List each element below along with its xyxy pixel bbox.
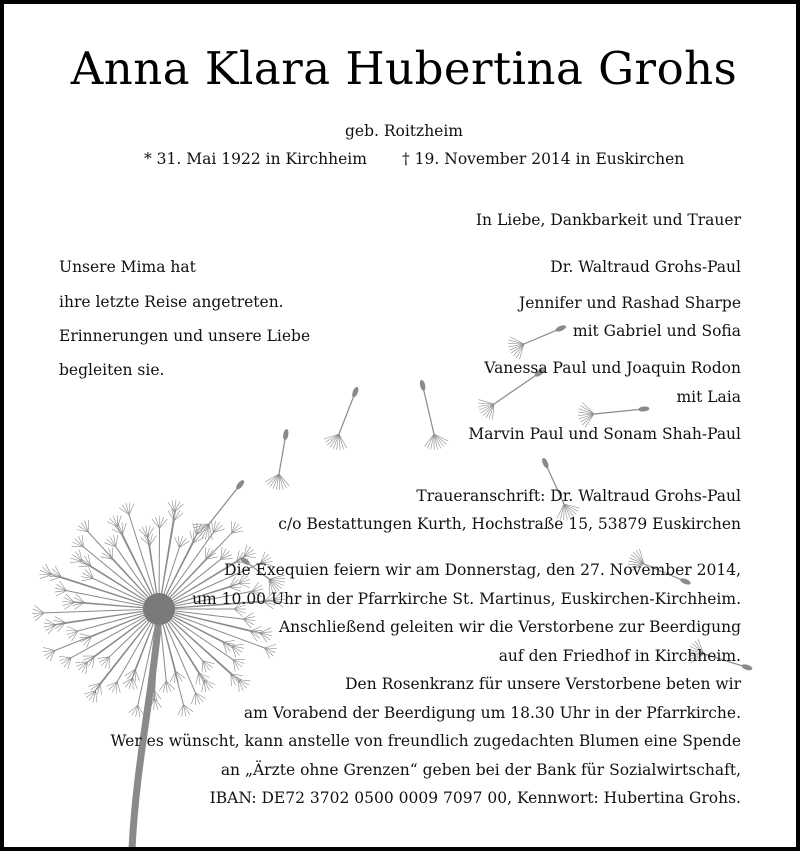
poem-line: ihre letzte Reise angetreten.	[59, 293, 284, 311]
service-line: auf den Friedhof in Kirchheim.	[498, 647, 741, 665]
mourner: Dr. Waltraud Grohs-Paul	[550, 258, 741, 276]
deceased-name: Anna Klara Hubertina Grohs	[70, 42, 738, 95]
poem-line: begleiten sie.	[59, 361, 165, 379]
seed-icon	[265, 429, 289, 490]
address-line: Traueranschrift: Dr. Waltraud Grohs-Paul	[416, 487, 741, 505]
service-line: am Vorabend der Beerdigung um 18.30 Uhr in der Pfarrkirche.	[243, 704, 741, 722]
birth-date: * 31. Mai 1922 in Kirchheim	[144, 150, 367, 168]
seed-icon	[324, 387, 359, 450]
seed-icon	[420, 380, 449, 450]
dandelion-center	[143, 593, 175, 625]
seed-icon	[508, 325, 566, 360]
poem-line: Erinnerungen und unsere Liebe	[59, 327, 311, 345]
birth-name: geb. Roitzheim	[344, 122, 464, 140]
service-line: IBAN: DE72 3702 0500 0009 7097 00, Kennwort: Hubertina Grohs.	[209, 789, 741, 807]
service-line: Anschließend geleiten wir die Verstorbene zur Beerdigung	[278, 618, 741, 636]
seed-icon	[578, 403, 649, 428]
mourner: mit Gabriel und Sofia	[572, 322, 741, 340]
service-line: an „Ärzte ohne Grenzen“ geben bei der Bank für Sozialwirtschaft,	[220, 761, 741, 779]
mourner: Jennifer und Rashad Sharpe	[518, 294, 741, 312]
mourner: mit Laia	[676, 388, 741, 406]
poem-line: Unsere Mima hat	[59, 258, 196, 276]
mourner: Vanessa Paul und Joaquin Rodon	[484, 359, 741, 377]
mourning-intro: In Liebe, Dankbarkeit und Trauer	[475, 211, 741, 229]
death-date: † 19. November 2014 in Euskirchen	[402, 150, 685, 168]
address-line: c/o Bestattungen Kurth, Hochstraße 15, 53879 Euskirchen	[278, 515, 741, 533]
mourner: Marvin Paul und Sonam Shah-Paul	[468, 425, 741, 443]
service-line: Den Rosenkranz für unsere Verstorbene beten wir	[345, 675, 741, 693]
service-line: Die Exequien feiern wir am Donnerstag, den 27. November 2014,	[224, 561, 741, 579]
service-line: Wer es wünscht, kann anstelle von freundlich zugedachten Blumen eine Spende	[110, 732, 741, 750]
service-line: um 10.00 Uhr in der Pfarrkirche St. Martinus, Euskirchen-Kirchheim.	[192, 590, 741, 608]
